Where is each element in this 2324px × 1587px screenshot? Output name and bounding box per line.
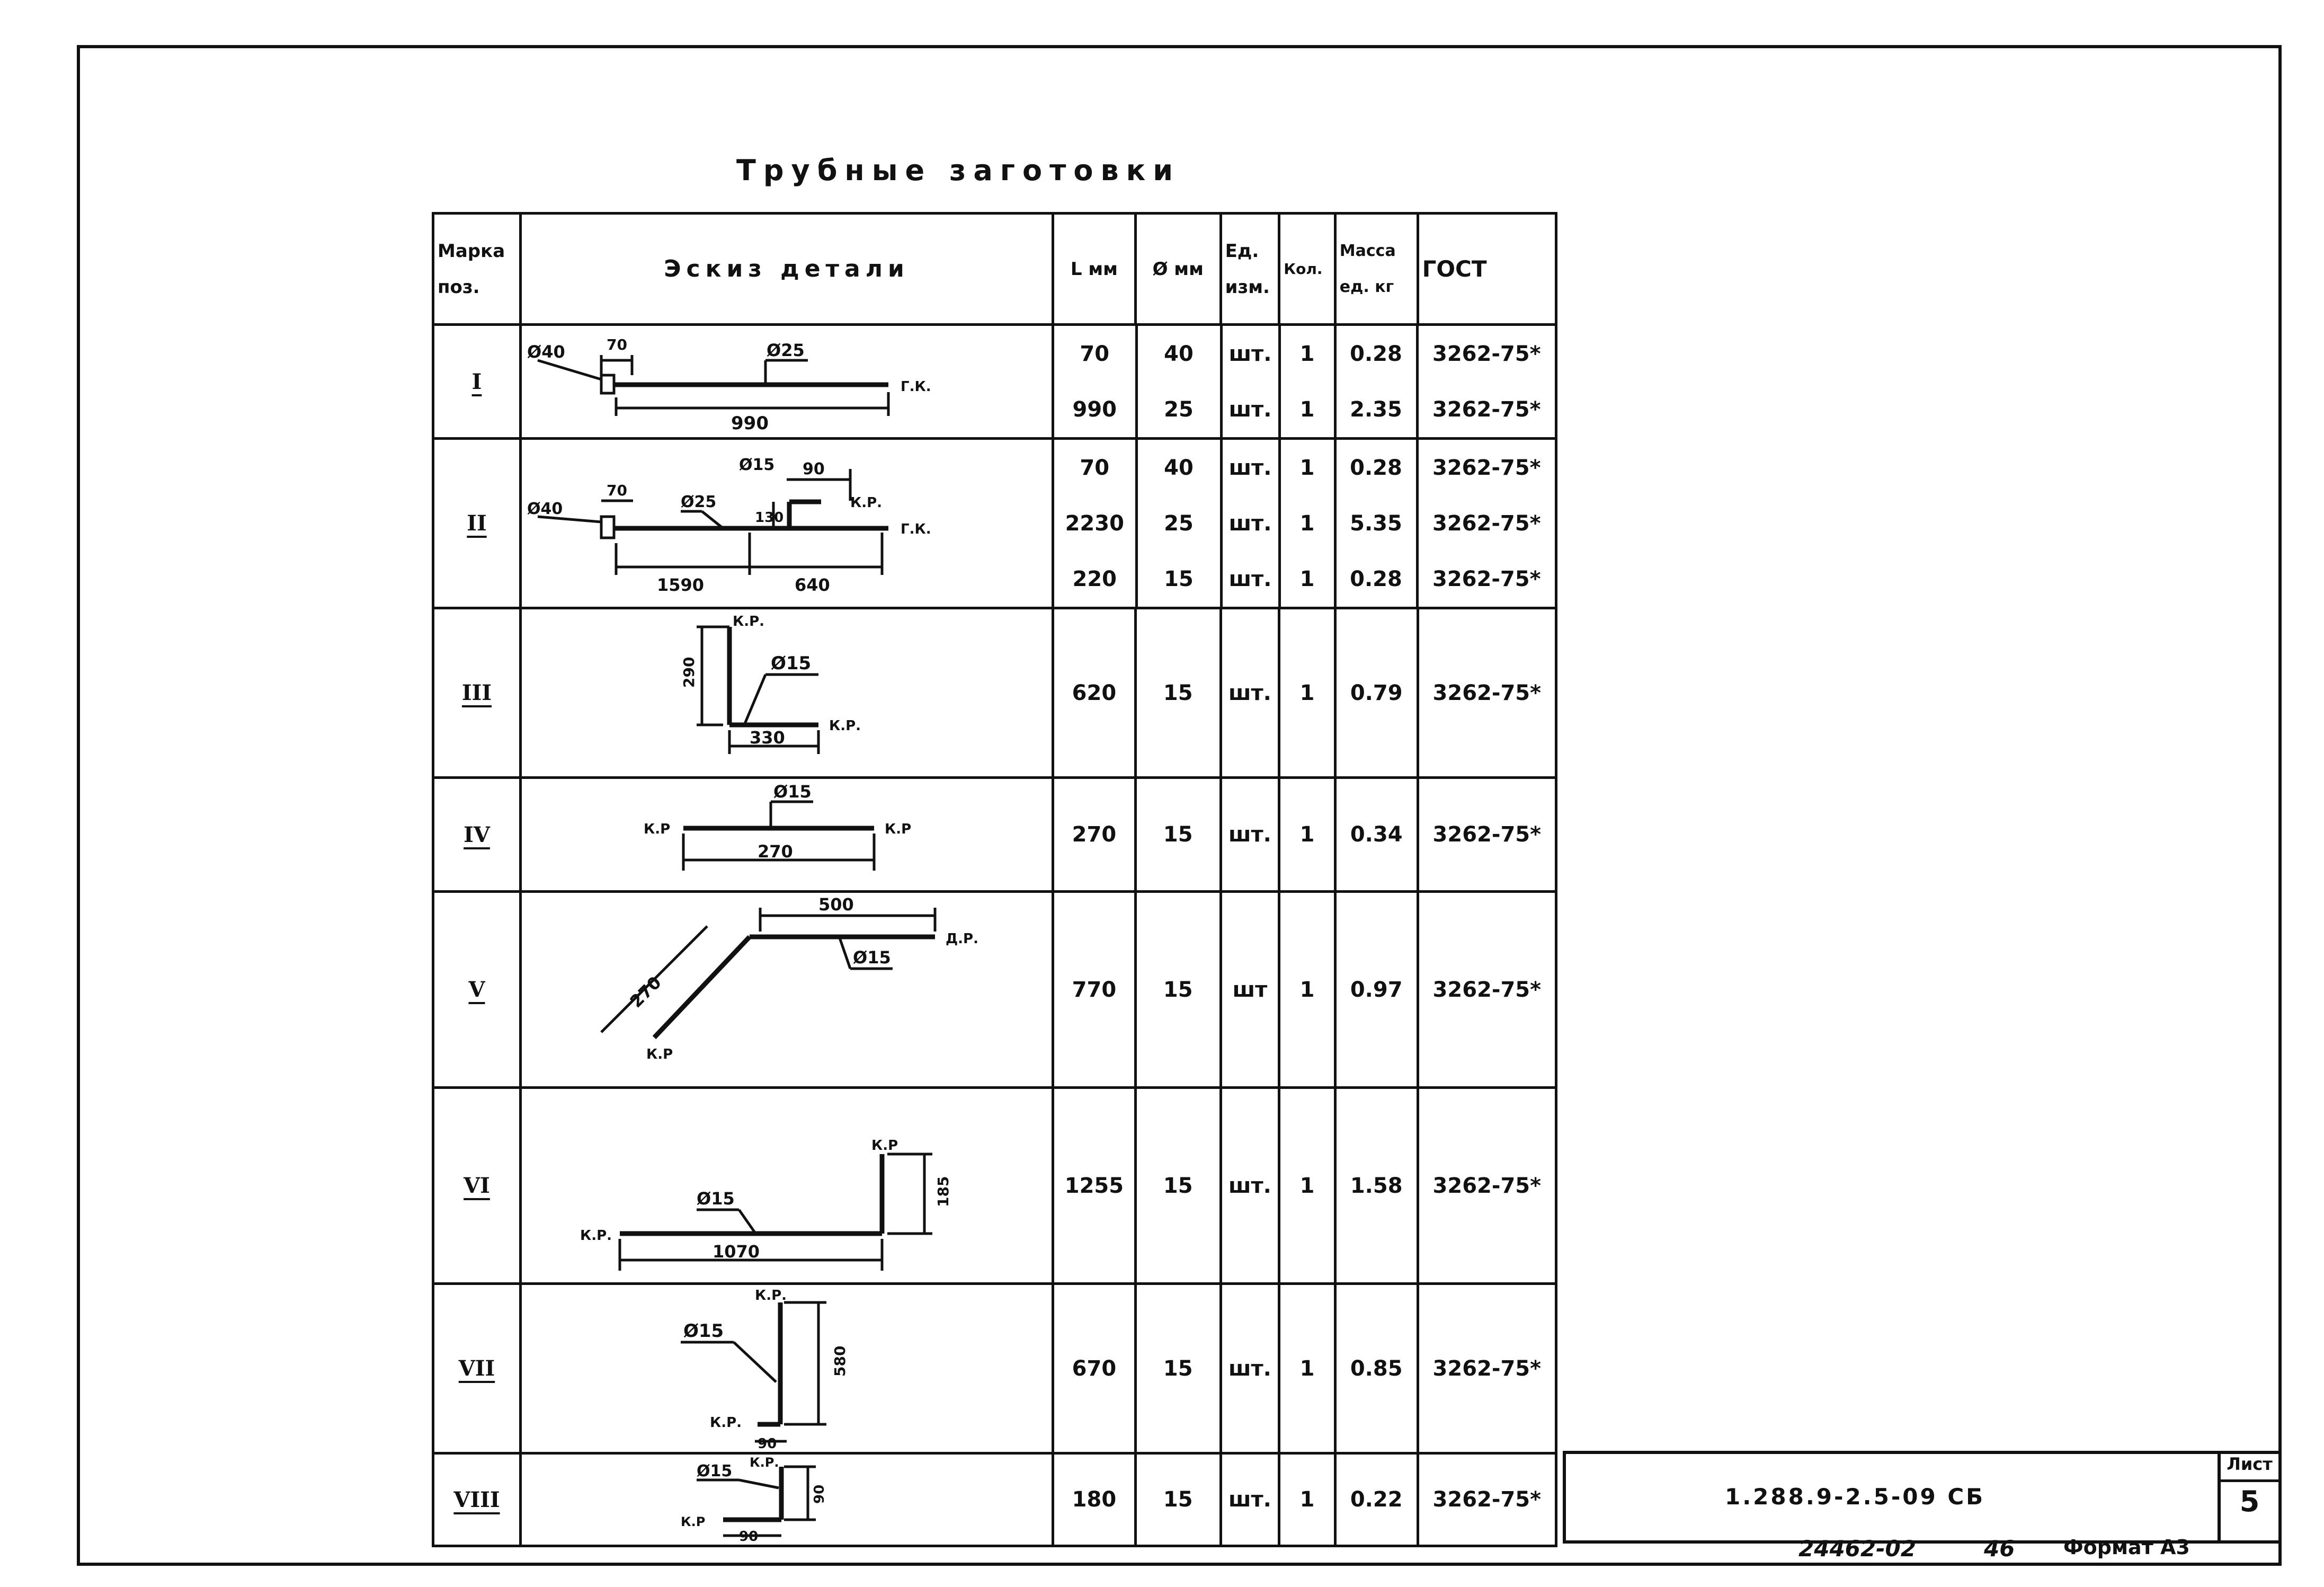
svg-text:1070: 1070 [713,1241,760,1262]
svg-text:Ø40: Ø40 [527,342,565,362]
gost-value: 3262-75* [1418,1284,1556,1453]
gost-value: 3262-75* [1418,1088,1556,1284]
length-value: 670 [1053,1284,1136,1453]
svg-text:290: 290 [680,657,698,688]
svg-text:Ø15: Ø15 [697,1188,735,1209]
length-value: 220 [1054,551,1136,607]
sheet-number: 5 [2239,1485,2260,1518]
header-length: L мм [1053,214,1136,325]
table-row [433,608,1556,778]
qty-value: 1 [1279,326,1335,382]
length-value: 770 [1053,892,1136,1088]
svg-text:Г.К.: Г.К. [901,521,931,537]
diameter-value: 25 [1136,495,1221,551]
qty-value: 1 [1279,382,1335,437]
svg-text:К.Р.: К.Р. [755,1287,787,1304]
svg-text:К.Р: К.Р [885,821,912,837]
gost-value: 3262-75* [1432,397,1541,422]
detail-sketch [521,778,1053,892]
svg-text:К.Р.: К.Р. [733,613,765,630]
page-number: 46 [1984,1536,2015,1562]
svg-text:Ø15: Ø15 [853,947,891,968]
svg-text:Ø25: Ø25 [767,340,805,360]
header-sketch: Эскиз детали [521,214,1053,325]
svg-text:185: 185 [934,1176,952,1207]
header-mark: Марка поз. [433,214,521,325]
mass-value: 0.79 [1335,608,1418,778]
qty-value: 1 [1279,608,1335,778]
svg-text:990: 990 [731,413,769,434]
svg-text:Ø40: Ø40 [527,500,563,518]
mass-value: 0.97 [1335,892,1418,1088]
svg-text:90: 90 [812,1484,827,1504]
length-value: 70 [1054,326,1136,382]
table-row [433,1453,1556,1546]
mass-value: 0.28 [1335,440,1417,495]
svg-text:К.Р.: К.Р. [829,717,861,734]
position-mark: III [433,608,521,778]
sheet-label: Лист [2221,1454,2278,1482]
unit-value: шт. [1221,778,1279,892]
svg-text:К.Р: К.Р [871,1137,898,1154]
detail-sketch [521,892,1053,1088]
svg-text:К.Р: К.Р [646,1046,673,1062]
svg-text:90: 90 [739,1528,759,1544]
svg-text:270: 270 [758,841,793,862]
svg-text:К.Р.: К.Р. [710,1414,742,1431]
table-row [433,778,1556,892]
table-row [433,892,1556,1088]
title-block [1563,1451,2282,1544]
qty-value: 1 [1279,1088,1335,1284]
diameter-value: 15 [1135,1284,1221,1453]
gost-value: 3262-75* [1418,1453,1556,1546]
length-value: 270 [1053,778,1136,892]
mass-value: 0.22 [1335,1453,1418,1546]
svg-text:70: 70 [607,336,627,353]
format-label: Формат А3 [2063,1536,2190,1559]
detail-sketch [521,439,1053,608]
mass-value: 5.35 [1335,495,1417,551]
svg-text:Г.К.: Г.К. [901,379,931,395]
table-row [433,1284,1556,1453]
spec-table [432,212,1557,1547]
svg-text:Ø15: Ø15 [697,1461,733,1480]
gost-value: 3262-75* [1418,778,1556,892]
length-value: 180 [1053,1453,1136,1546]
diameter-value: 40 [1136,326,1221,382]
detail-sketch [521,608,1053,778]
unit-value: шт. [1221,495,1279,551]
length-value: 990 [1054,382,1136,437]
position-mark: VII [433,1284,521,1453]
diameter-value: 15 [1136,551,1221,607]
diameter-value: 15 [1135,608,1221,778]
gost-value: 3262-75* [1418,608,1556,778]
svg-text:580: 580 [831,1345,849,1377]
position-mark: II [433,439,521,608]
qty-value: 1 [1279,1284,1335,1453]
unit-value: шт [1221,892,1279,1088]
mass-value: 0.28 [1335,326,1417,382]
svg-text:1590: 1590 [657,575,705,595]
detail-sketch [521,1453,1053,1546]
svg-text:90: 90 [758,1435,777,1451]
detail-sketch [521,1088,1053,1284]
svg-text:270: 270 [626,972,665,1012]
svg-text:90: 90 [803,460,825,478]
inventory-number: 24462-02 [1798,1536,1916,1562]
mass-value: 2.35 [1335,382,1417,437]
length-value: 70 [1054,440,1136,495]
length-value: 1255 [1053,1088,1136,1284]
unit-value: шт. [1221,440,1279,495]
svg-text:Ø15: Ø15 [683,1320,724,1342]
position-mark: VIII [433,1453,521,1546]
qty-value: 1 [1279,551,1335,607]
detail-sketch [521,1284,1053,1453]
unit-value: шт. [1221,551,1279,607]
unit-value: шт. [1221,1453,1279,1546]
diameter-value: 15 [1135,1088,1221,1284]
qty-value: 1 [1279,892,1335,1088]
unit-value: шт. [1221,1088,1279,1284]
diameter-value: 40 [1136,440,1221,495]
unit-value: шт. [1221,326,1279,382]
diameter-value: 15 [1135,892,1221,1088]
length-value: 620 [1053,608,1136,778]
position-mark: VI [433,1088,521,1284]
svg-text:Ø15: Ø15 [773,781,812,802]
gost-value: 3262-75* [1432,455,1541,480]
header-gost: ГОСТ [1418,214,1556,325]
mass-value: 0.28 [1335,551,1417,607]
svg-text:К.Р: К.Р [681,1514,706,1529]
unit-value: шт. [1221,382,1279,437]
document-code: 1.288.9-2.5-09 СБ [1725,1484,1985,1510]
qty-value: 1 [1279,440,1335,495]
svg-text:500: 500 [818,894,854,915]
unit-value: шт. [1221,1284,1279,1453]
gost-value: 3262-75* [1432,511,1541,536]
svg-text:Ø25: Ø25 [681,493,717,511]
svg-text:К.Р.: К.Р. [850,495,883,511]
svg-text:К.Р.: К.Р. [580,1227,612,1244]
svg-text:Ø15: Ø15 [739,456,775,474]
svg-text:130: 130 [755,510,784,526]
gost-value: 3262-75* [1432,341,1541,366]
gost-value: 3262-75* [1432,566,1541,591]
diameter-value: 15 [1135,1453,1221,1546]
table-title: Трубные заготовки [736,154,1181,187]
mass-value: 0.34 [1335,778,1418,892]
svg-text:Д.Р.: Д.Р. [946,930,978,947]
position-mark: I [433,325,521,439]
table-row [433,1088,1556,1284]
header-row [433,214,1556,325]
svg-text:70: 70 [607,482,627,499]
diameter-value: 25 [1136,382,1221,437]
table-row [433,325,1556,439]
header-mass: Масса ед. кг [1335,214,1418,325]
svg-text:Ø15: Ø15 [771,652,812,674]
diameter-value: 15 [1135,778,1221,892]
header-unit: Ед. изм. [1221,214,1279,325]
table-row [433,439,1556,608]
header-diameter: Ø мм [1135,214,1221,325]
svg-text:К.Р: К.Р [644,821,671,837]
svg-text:К.Р.: К.Р. [750,1456,779,1470]
position-mark: IV [433,778,521,892]
svg-text:330: 330 [750,727,785,748]
sheet-box [2218,1454,2278,1540]
qty-value: 1 [1279,778,1335,892]
mass-value: 1.58 [1335,1088,1418,1284]
qty-value: 1 [1279,1453,1335,1546]
header-qty: Кол. [1279,214,1335,325]
position-mark: V [433,892,521,1088]
length-value: 2230 [1054,495,1136,551]
svg-text:640: 640 [795,575,830,595]
detail-sketch [521,325,1053,439]
qty-value: 1 [1279,495,1335,551]
mass-value: 0.85 [1335,1284,1418,1453]
gost-value: 3262-75* [1418,892,1556,1088]
unit-value: шт. [1221,608,1279,778]
